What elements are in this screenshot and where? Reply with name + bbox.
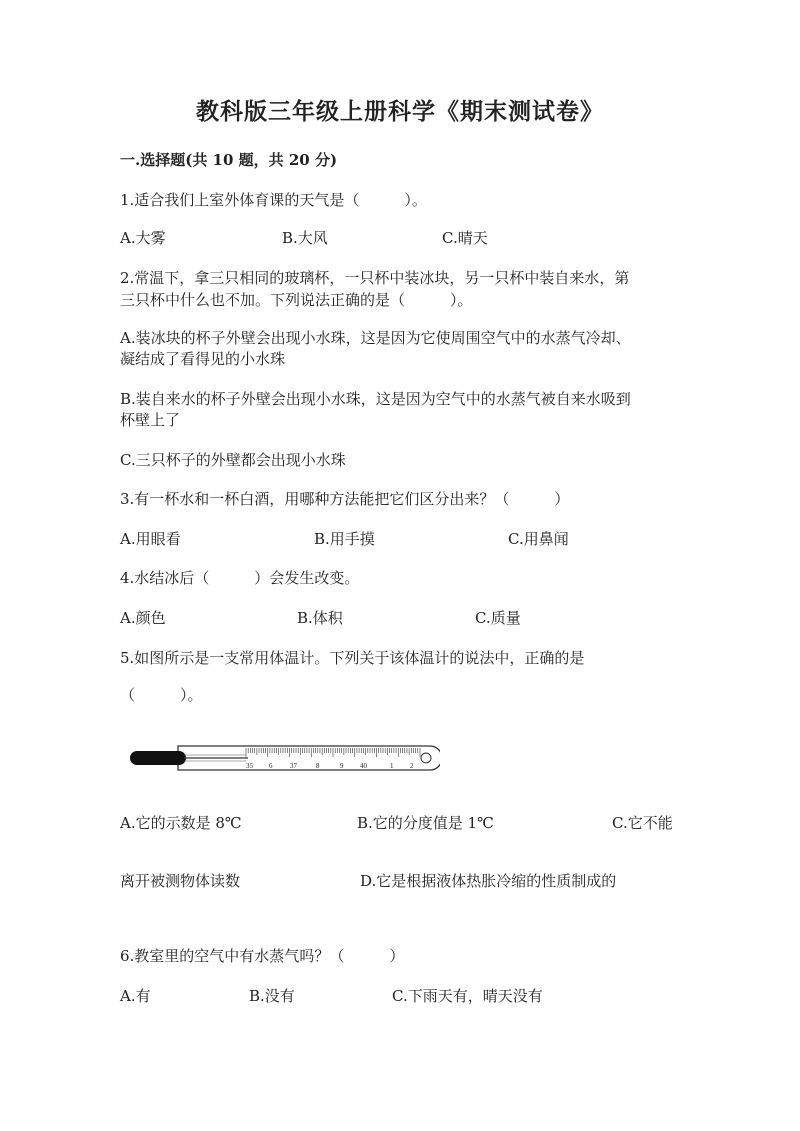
thermometer-label: 8 <box>316 762 320 770</box>
question-5-option-c-line-2: 离开被测物体读数 <box>120 872 241 890</box>
question-5-option-b[interactable]: B.它的分度值是 1℃ <box>357 814 494 832</box>
thermometer-label: 40 <box>360 762 367 770</box>
question-5-stem-line-2: （ ）。 <box>120 686 203 704</box>
thermometer-figure <box>128 740 440 776</box>
question-6-option-b[interactable]: B.没有 <box>249 987 295 1005</box>
question-1-option-c[interactable]: C.晴天 <box>442 229 488 247</box>
question-4-option-a[interactable]: A.颜色 <box>120 609 166 627</box>
question-5-stem-line-1: 5.如图所示是一支常用体温计。下列关于该体温计的说法中，正确的是 <box>120 649 585 667</box>
thermometer-label: 1 <box>390 762 394 770</box>
question-1-stem: 1.适合我们上室外体育课的天气是（ ）。 <box>120 191 427 209</box>
question-2-stem-line-2: 三只杯中什么也不加。下列说法正确的是（ ）。 <box>120 291 473 309</box>
question-3-option-a[interactable]: A.用眼看 <box>120 530 181 548</box>
question-2-option-b-line-1[interactable]: B.装自来水的杯子外壁会出现小水珠，这是因为空气中的水蒸气被自来水吸到 <box>120 390 631 408</box>
thermometer-label: 2 <box>410 762 414 770</box>
page-title: 教科版三年级上册科学《期末测试卷》 <box>196 98 604 125</box>
question-5-option-c-line-1[interactable]: C.它不能 <box>612 814 673 832</box>
section-heading: 一.选择题(共 10 题，共 20 分) <box>120 151 338 169</box>
question-2-option-a-line-1[interactable]: A.装冰块的杯子外壁会出现小水珠，这是因为它使周围空气中的水蒸气冷却、 <box>120 329 631 347</box>
question-1-option-b[interactable]: B.大风 <box>282 229 328 247</box>
question-3-option-c[interactable]: C.用鼻闻 <box>508 530 569 548</box>
question-6-option-a[interactable]: A.有 <box>120 987 151 1005</box>
question-2-option-c[interactable]: C.三只杯子的外壁都会出现小水珠 <box>120 451 346 469</box>
question-5-option-a[interactable]: A.它的示数是 8℃ <box>120 814 242 832</box>
thermometer-label: 37 <box>290 762 297 770</box>
thermometer-label: 6 <box>269 762 273 770</box>
question-2-stem-line-1: 2.常温下，拿三只相同的玻璃杯，一只杯中装冰块，另一只杯中装自来水，第 <box>120 269 630 287</box>
question-4-option-c[interactable]: C.质量 <box>475 609 521 627</box>
question-3-option-b[interactable]: B.用手摸 <box>314 530 375 548</box>
thermometer-label: 9 <box>340 762 344 770</box>
question-4-option-b[interactable]: B.体积 <box>297 609 343 627</box>
question-2-option-b-line-2: 杯壁上了 <box>120 411 181 429</box>
thermometer-bulb <box>130 751 186 765</box>
question-1-option-a[interactable]: A.大雾 <box>120 229 166 247</box>
thermometer-label: 35 <box>246 762 253 770</box>
question-3-stem: 3.有一杯水和一杯白酒，用哪种方法能把它们区分出来？（ ） <box>120 490 570 508</box>
question-5-option-d[interactable]: D.它是根据液体热胀冷缩的性质制成的 <box>360 872 617 890</box>
question-6-stem: 6.教室里的空气中有水蒸气吗？（ ） <box>120 947 405 965</box>
question-4-stem: 4.水结冰后（ ）会发生改变。 <box>120 569 360 587</box>
question-6-option-c[interactable]: C.下雨天有，晴天没有 <box>392 987 543 1005</box>
question-2-option-a-line-2: 凝结成了看得见的小水珠 <box>120 350 286 368</box>
